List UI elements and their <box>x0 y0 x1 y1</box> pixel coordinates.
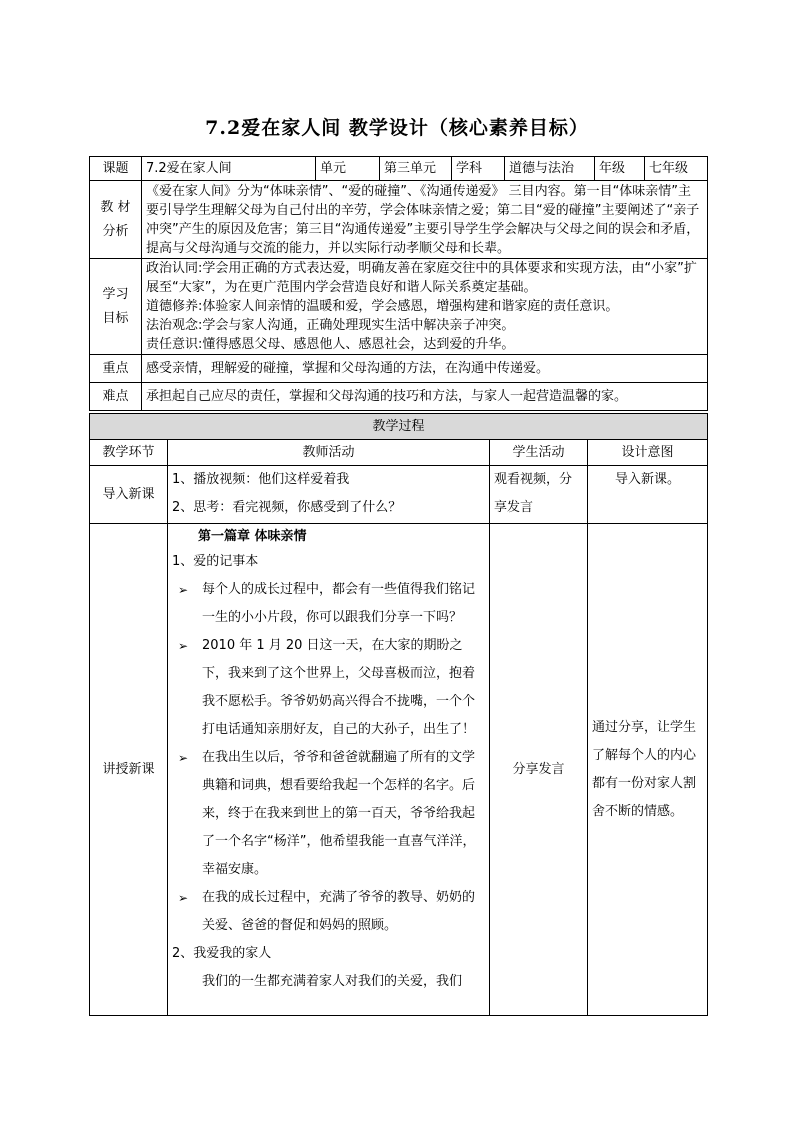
arrow-bullet-icon: ➢ <box>178 639 189 653</box>
arrow-bullet-icon: ➢ <box>178 751 189 765</box>
header-stage: 教学环节 <box>90 440 168 466</box>
bullet-item <box>172 576 485 632</box>
header-student: 学生活动 <box>490 440 588 466</box>
goal-responsibility: 责任意识:懂得感恩父母、感恩他人、感恩社会，达到爱的升华。 <box>146 337 515 352</box>
bullet-text: 在我的成长过程中，充满了爷爷的教导、奶奶的关爱、爸爸的督促和妈妈的照顾。 <box>202 890 476 933</box>
goals-cell <box>142 259 708 355</box>
grade-label: 年级 <box>595 157 645 181</box>
process-band: 教学过程 <box>90 414 708 440</box>
arrow-bullet-icon: ➢ <box>178 891 189 905</box>
goal-law: 法治观念:学会与家人沟通，正确处理现实生活中解决亲子冲突。 <box>146 318 515 333</box>
header-teacher: 教师活动 <box>168 440 490 466</box>
goal-political: 政治认同:学会用正确的方式表达爱，明确友善在家庭交往中的具体要求和实现方法，由“小家”扩展至“大家”，为在更广范围内学会营造良好和谐人际关系奠定基础。 <box>146 261 697 295</box>
difficulties-label: 难点 <box>90 383 142 411</box>
lesson-label: 课题 <box>90 157 142 181</box>
arrow-bullet-icon: ➢ <box>178 583 189 597</box>
lesson-value: 7.2爱在家人间 <box>142 157 316 181</box>
teaching-process-table <box>89 413 708 1016</box>
goal-moral: 道德修养:体验家人间亲情的温暖和爱，学会感恩，增强构建和谐家庭的责任意识。 <box>146 299 619 314</box>
intro-student: 观看视频，分享发言 <box>490 466 588 524</box>
key-points-text: 感受亲情，理解爱的碰撞，掌握和父母沟通的方法，在沟通中传递爱。 <box>142 355 708 383</box>
grade-value: 七年级 <box>645 157 708 181</box>
subject-label: 学科 <box>452 157 505 181</box>
subheading-diary: 1、爱的记事本 <box>172 554 259 569</box>
last-line: 我们的一生都充满着家人对我们的关爱，我们 <box>202 974 463 989</box>
intro-teacher-line: 2、思考：看完视频，你感受到了什么？ <box>172 500 402 515</box>
goals-label: 学习 目标 <box>90 259 142 355</box>
subject-value: 道德与法治 <box>505 157 595 181</box>
key-points-label: 重点 <box>90 355 142 383</box>
page-title: 7.2爱在家人间 教学设计（核心素养目标） <box>205 117 589 139</box>
intro-intent: 导入新课。 <box>588 466 708 524</box>
analysis-text: 《爱在家人间》分为“体味亲情”、“爱的碰撞”、《沟通传递爱》 三目内容。第一目“体味亲情”主要引导学生理解父母为自己付出的辛劳，学会体味亲情之爱；第二目“爱的碰撞”主要阐述了“亲子冲突”产生的原因及危害；第三目“沟通传递爱”主要引导学生学会解决与父母之间的误会和矛盾，提高与父母沟通与交流的能力，并以实际行动孝顺父母和长辈。 <box>142 181 708 259</box>
new-intent: 通过分享，让学生了解每个人的内心都有一份对家人割舍不断的情感。 <box>588 524 708 1016</box>
new-stage: 讲授新课 <box>90 524 168 1016</box>
new-teacher <box>168 524 490 1016</box>
unit-value: 第三单元 <box>380 157 452 181</box>
header-intent: 设计意图 <box>588 440 708 466</box>
bullet-item <box>172 884 485 940</box>
bullet-text: 2010 年 1 月 20 日这一天，在大家的期盼之下，我来到了这个世界上，父母喜极而泣，抱着我不愿松手。爷爷奶奶高兴得合不拢嘴，一个个打电话通知亲朋好友，自己的大孙子，出生了！ <box>202 638 476 737</box>
bullet-item <box>172 632 485 744</box>
intro-stage: 导入新课 <box>90 466 168 524</box>
difficulties-text: 承担起自己应尽的责任，掌握和父母沟通的技巧和方法，与家人一起营造温馨的家。 <box>142 383 708 411</box>
section-title: 第一篇章 体味亲情 <box>198 529 307 544</box>
intro-teacher-line: 1、播放视频：他们这样爱着我 <box>172 472 350 487</box>
analysis-label: 教 材 分析 <box>90 181 142 259</box>
intro-teacher <box>168 466 490 524</box>
lesson-info-table <box>89 156 708 411</box>
subheading-family: 2、我爱我的家人 <box>172 946 272 961</box>
bullet-item <box>172 744 485 884</box>
bullet-text: 在我出生以后，爷爷和爸爸就翻遍了所有的文学典籍和词典，想看要给我起一个怎样的名字。后来，终于在我来到世上的第一百天，爷爷给我起了一个名字“杨洋”，他希望我能一直喜气洋洋，幸福安康。 <box>202 750 476 877</box>
unit-label: 单元 <box>316 157 380 181</box>
bullet-text: 每个人的成长过程中，都会有一些值得我们铭记一生的小小片段，你可以跟我们分享一下吗？ <box>202 582 476 625</box>
new-student: 分享发言 <box>490 524 588 1016</box>
